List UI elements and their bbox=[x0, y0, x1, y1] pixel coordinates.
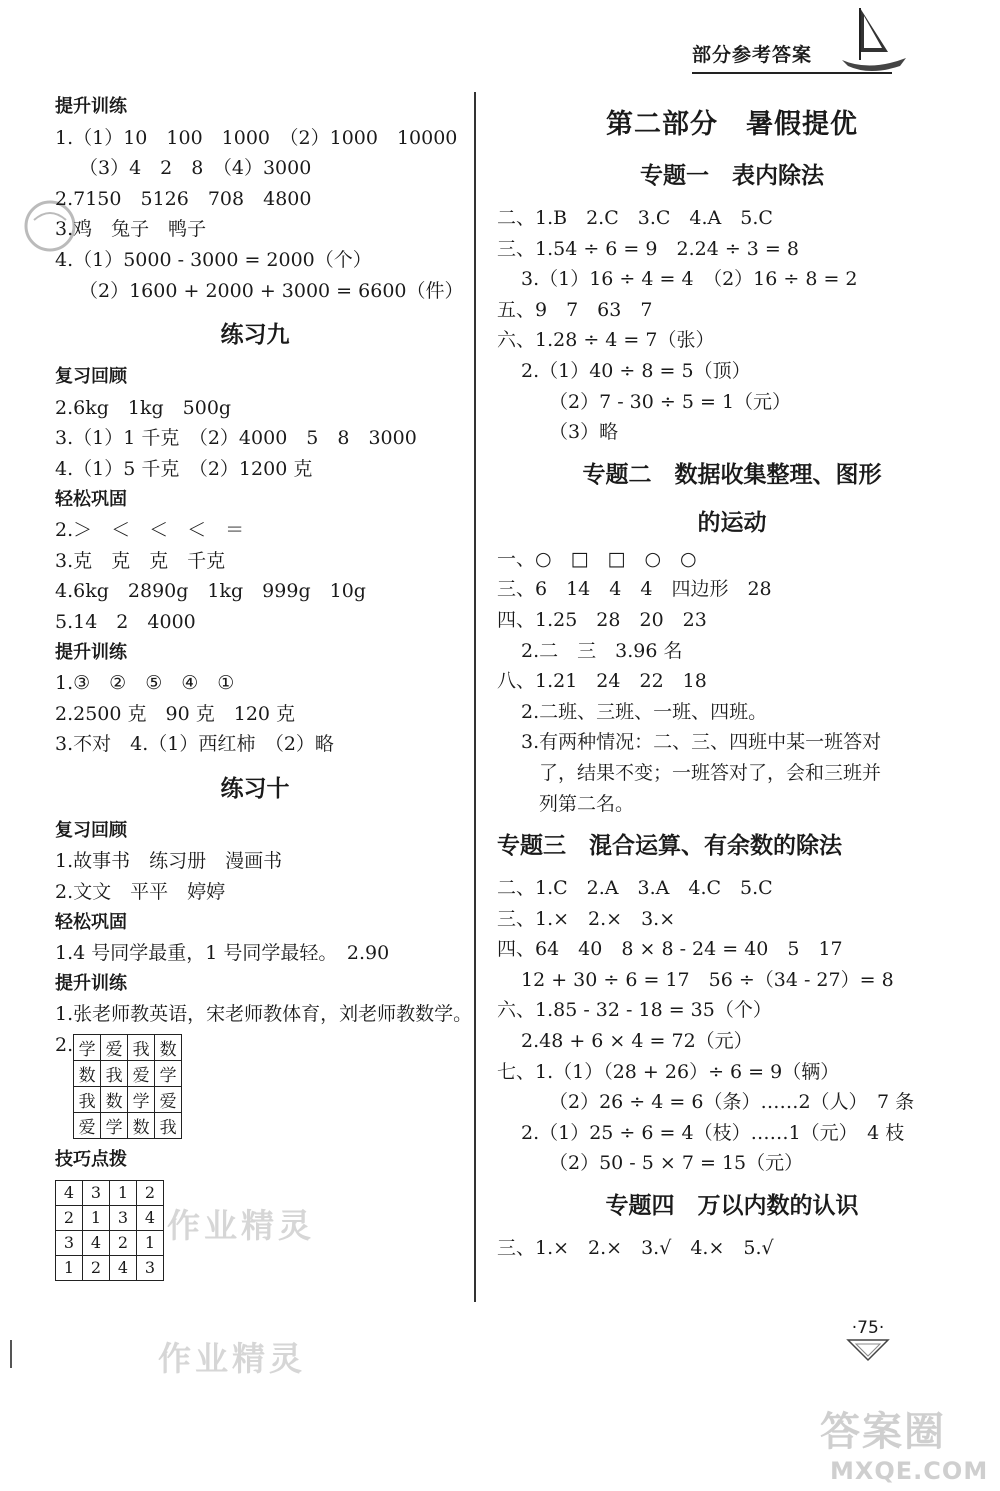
answer-line: 六、1.85 - 32 - 18 = 35（个） bbox=[497, 999, 772, 1022]
answer-line: 2.7150 5126 708 4800 bbox=[55, 187, 312, 210]
grid-cell: 数 bbox=[155, 1035, 182, 1061]
grid-cell: 2 bbox=[83, 1255, 110, 1280]
grid-cell: 3 bbox=[110, 1205, 137, 1230]
grid-cell: 我 bbox=[155, 1113, 182, 1139]
answer-line: 3.克 克 克 千克 bbox=[55, 549, 226, 572]
section-title-ex9: 练习九 bbox=[220, 322, 290, 349]
answer-line: 4.6kg 2890g 1kg 999g 10g bbox=[55, 580, 366, 603]
grid-cell: 1 bbox=[83, 1205, 110, 1230]
topic-title-1: 专题一 表内除法 bbox=[640, 163, 824, 189]
answer-line: （2）50 - 5 × 7 = 15（元） bbox=[549, 1152, 804, 1175]
heading-tips: 技巧点拨 bbox=[55, 1149, 127, 1171]
grid-cell: 爱 bbox=[101, 1035, 128, 1061]
margin-tick bbox=[10, 1340, 12, 1368]
grid-cell: 4 bbox=[83, 1230, 110, 1255]
grid-cell: 4 bbox=[137, 1205, 164, 1230]
answer-line: 3.有两种情况：二、三、四班中某一班答对 bbox=[521, 731, 882, 754]
right-column bbox=[497, 92, 967, 1264]
grid-cell: 数 bbox=[101, 1087, 128, 1113]
heading-improve: 提升训练 bbox=[55, 641, 127, 663]
grid-cell: 4 bbox=[110, 1255, 137, 1280]
page-number: ·75· bbox=[851, 1318, 885, 1338]
topic-title-3: 专题三 混合运算、有余数的除法 bbox=[497, 833, 842, 860]
grid-cell: 2 bbox=[56, 1205, 83, 1230]
answer-line: 四、64 40 8 × 8 - 24 = 40 5 17 bbox=[497, 938, 843, 961]
grid-cell: 学 bbox=[128, 1087, 155, 1113]
answer-line: 了，结果不变；一班答对了，会和三班并 bbox=[539, 761, 882, 784]
grid-cell: 3 bbox=[83, 1180, 110, 1205]
grid-cell: 3 bbox=[137, 1255, 164, 1280]
answer-line: 3.鸡 兔子 鸭子 bbox=[55, 218, 207, 241]
grid-cell: 爱 bbox=[128, 1061, 155, 1087]
topic-title-2-cont: 的运动 bbox=[697, 509, 767, 536]
grid-cell: 3 bbox=[56, 1230, 83, 1255]
answer-line: 一、○ □ □ ○ ○ bbox=[497, 547, 697, 570]
grid-cell: 4 bbox=[56, 1180, 83, 1205]
answer-line: 列第二名。 bbox=[539, 792, 635, 815]
part-title: 第二部分 暑假提优 bbox=[606, 109, 858, 140]
grid-cell: 2 bbox=[110, 1230, 137, 1255]
answer-line: 2.文文 平平 婷婷 bbox=[55, 881, 226, 904]
watermark-text: 作业精灵 bbox=[158, 1339, 306, 1378]
answer-line: 四、1.25 28 20 23 bbox=[497, 608, 707, 631]
grid-cell: 爱 bbox=[155, 1087, 182, 1113]
answer-line: 三、6 14 4 4 四边形 28 bbox=[497, 578, 772, 601]
answer-line: 3.不对 4.（1）西红柿 （2）略 bbox=[55, 733, 334, 756]
grid-cell: 1 bbox=[110, 1180, 137, 1205]
answer-line: 五、9 7 63 7 bbox=[497, 298, 653, 321]
grid-cell: 我 bbox=[74, 1087, 101, 1113]
answer-line: 4.（1）5000 - 3000 = 2000（个） bbox=[55, 248, 372, 271]
grid-question bbox=[55, 1030, 455, 1145]
section-title-ex10: 练习十 bbox=[220, 775, 290, 802]
heading-review: 复习回顾 bbox=[55, 819, 127, 841]
answer-line: （3）4 2 8 （4）3000 bbox=[79, 157, 312, 180]
grid-cell: 1 bbox=[56, 1255, 83, 1280]
answer-line: 2.48 + 6 × 4 = 72（元） bbox=[521, 1030, 753, 1053]
answer-line: （3）略 bbox=[549, 421, 619, 444]
topic-title-4: 专题四 万以内数的认识 bbox=[605, 1193, 859, 1220]
grid-cell: 我 bbox=[101, 1061, 128, 1087]
answer-line: 三、1.× 2.× 3.× bbox=[497, 907, 676, 930]
answer-line: 2.6kg 1kg 500g bbox=[55, 396, 232, 419]
answer-line: 1.张老师教英语，宋老师教体育，刘老师教数学。 bbox=[55, 1003, 473, 1026]
page-number-decoration-icon bbox=[846, 1338, 890, 1362]
answer-line: 二、1.C 2.A 3.A 4.C 5.C bbox=[497, 877, 773, 900]
answer-line: 二、1.B 2.C 3.C 4.A 5.C bbox=[497, 207, 773, 229]
answer-line: 七、1.（1）（28 + 26）÷ 6 = 9（辆） bbox=[497, 1060, 840, 1083]
grid-cell: 学 bbox=[155, 1061, 182, 1087]
answer-line: （2）7 - 30 ÷ 5 = 1（元） bbox=[549, 390, 792, 413]
grid-cell: 数 bbox=[74, 1061, 101, 1087]
corner-watermark-title: 答案圈 bbox=[820, 1409, 946, 1455]
heading-improve: 提升训练 bbox=[55, 96, 127, 117]
answer-line: 4.（1）5 千克 （2）1200 克 bbox=[55, 457, 313, 480]
grid-cell: 爱 bbox=[74, 1113, 101, 1139]
grid-label: 2. bbox=[55, 1034, 74, 1057]
answer-line: 1.4 号同学最重，1 号同学最轻。 2.90 bbox=[55, 942, 390, 965]
corner-watermark-url: MXQE.COM bbox=[830, 1457, 989, 1485]
page-header-title: 部分参考答案 bbox=[692, 44, 813, 66]
page-number-value: 75 bbox=[857, 1318, 879, 1338]
heading-consolidate: 轻松巩固 bbox=[55, 911, 127, 933]
grid-cell: 数 bbox=[128, 1113, 155, 1139]
answer-line: 1.③ ② ⑤ ④ ① bbox=[55, 672, 235, 695]
answer-line: 八、1.21 24 22 18 bbox=[497, 670, 707, 693]
watermark-text: 作业精灵 bbox=[167, 1206, 315, 1245]
answer-line: 六、1.28 ÷ 4 = 7（张） bbox=[497, 329, 715, 352]
answer-line: 2.2500 克 90 克 120 克 bbox=[55, 702, 296, 725]
answer-line: 三、1.54 ÷ 6 = 9 2.24 ÷ 3 = 8 bbox=[497, 237, 799, 260]
sailboat-icon bbox=[830, 0, 910, 80]
grid-cell: 学 bbox=[101, 1113, 128, 1139]
grid-cell: 学 bbox=[74, 1035, 101, 1061]
topic-title-2: 专题二 数据收集整理、图形 bbox=[582, 461, 882, 488]
answer-line: 三、1.× 2.× 3.√ 4.× 5.√ bbox=[497, 1237, 774, 1260]
answer-line: 2.二 三 3.96 名 bbox=[521, 639, 683, 662]
answer-line: 12 + 30 ÷ 6 = 17 56 ÷（34 - 27）= 8 bbox=[521, 968, 894, 991]
answer-line: 2.＞ ＜ ＜ ＜ ＝ bbox=[55, 519, 245, 542]
heading-improve: 提升训练 bbox=[55, 972, 127, 994]
answer-line: （2）26 ÷ 4 = 6（条）……2（人） 7 条 bbox=[549, 1091, 915, 1114]
answer-line: 1.（1）10 100 1000 （2）1000 10000 bbox=[55, 126, 458, 149]
grid-cell: 2 bbox=[137, 1180, 164, 1205]
column-divider bbox=[474, 92, 476, 1302]
corner-watermark bbox=[820, 1400, 988, 1485]
heading-consolidate: 轻松巩固 bbox=[55, 488, 127, 510]
answer-line: 2.（1）40 ÷ 8 = 5（顶） bbox=[521, 359, 751, 382]
heading-review: 复习回顾 bbox=[55, 366, 127, 388]
grid-cell: 我 bbox=[128, 1035, 155, 1061]
left-column bbox=[55, 92, 473, 1287]
word-grid bbox=[73, 1034, 182, 1139]
grid-cell: 1 bbox=[137, 1230, 164, 1255]
answer-line: 3.（1）1 千克 （2）4000 5 8 3000 bbox=[55, 427, 417, 450]
answer-line: 2.二班、三班、一班、四班。 bbox=[521, 700, 768, 723]
answer-line: 2.（1）25 ÷ 6 = 4（枝）……1（元） 4 枝 bbox=[521, 1121, 905, 1144]
answer-line: 5.14 2 4000 bbox=[55, 610, 196, 633]
number-grid bbox=[55, 1180, 164, 1281]
answer-line: 1.故事书 练习册 漫画书 bbox=[55, 850, 283, 873]
answer-line: （2）1600 + 2000 + 3000 = 6600（件） bbox=[79, 279, 464, 302]
answer-line: 3.（1）16 ÷ 4 = 4 （2）16 ÷ 8 = 2 bbox=[521, 268, 858, 291]
